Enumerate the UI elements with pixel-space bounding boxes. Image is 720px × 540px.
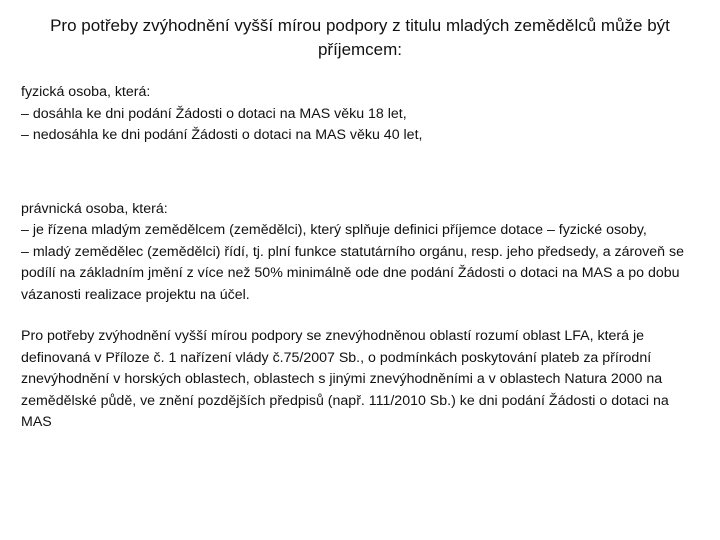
- natural-person-block: [21, 82, 701, 147]
- natural-person-item-2: – nedosáhla ke dni podání Žádosti o dotaci na MAS věku 40 let,: [21, 127, 423, 143]
- slide-title: Pro potřeby zvýhodnění vyšší mírou podpory z titulu mladých zemědělců může být příjemcem:: [50, 16, 670, 59]
- slide-body: [21, 82, 701, 434]
- legal-person-intro: právnická osoba, která:: [21, 200, 168, 217]
- legal-person-item-2: – mladý zemědělec (zemědělci) řídí, tj. plní funkce statutárního orgánu, resp. jeho předsedy, a zároveň se podílí na základním jmění z více než 50% minimálně ode dne podání Žádosti o dotaci na MAS a po dobu vázanosti realizace projektu na účel.: [21, 243, 684, 303]
- legal-person-item-1: – je řízena mladým zemědělcem (zemědělci), který splňuje definici příjemce dotace – fyzické osoby,: [21, 222, 647, 238]
- lfa-paragraph: Pro potřeby zvýhodnění vyšší mírou podpory se znevýhodněnou oblastí rozumí oblast LFA, která je definovaná v Příloze č. 1 nařízení vlády č.75/2007 Sb., o podmínkách poskytování plateb za přírodní znevýhodnění v horských oblastech, oblastech s jinými znevýhodněními a v oblastech Natura 2000 na zemědělské půdě, ve znění pozdějších předpisů (např. 111/2010 Sb.) ke dni podání Žádosti o dotaci na MAS: [21, 328, 669, 430]
- natural-person-intro: fyzická osoba, která:: [21, 84, 151, 100]
- natural-person-item-1: – dosáhla ke dni podání Žádosti o dotaci na MAS věku 18 let,: [21, 105, 407, 122]
- legal-person-block: [21, 199, 701, 307]
